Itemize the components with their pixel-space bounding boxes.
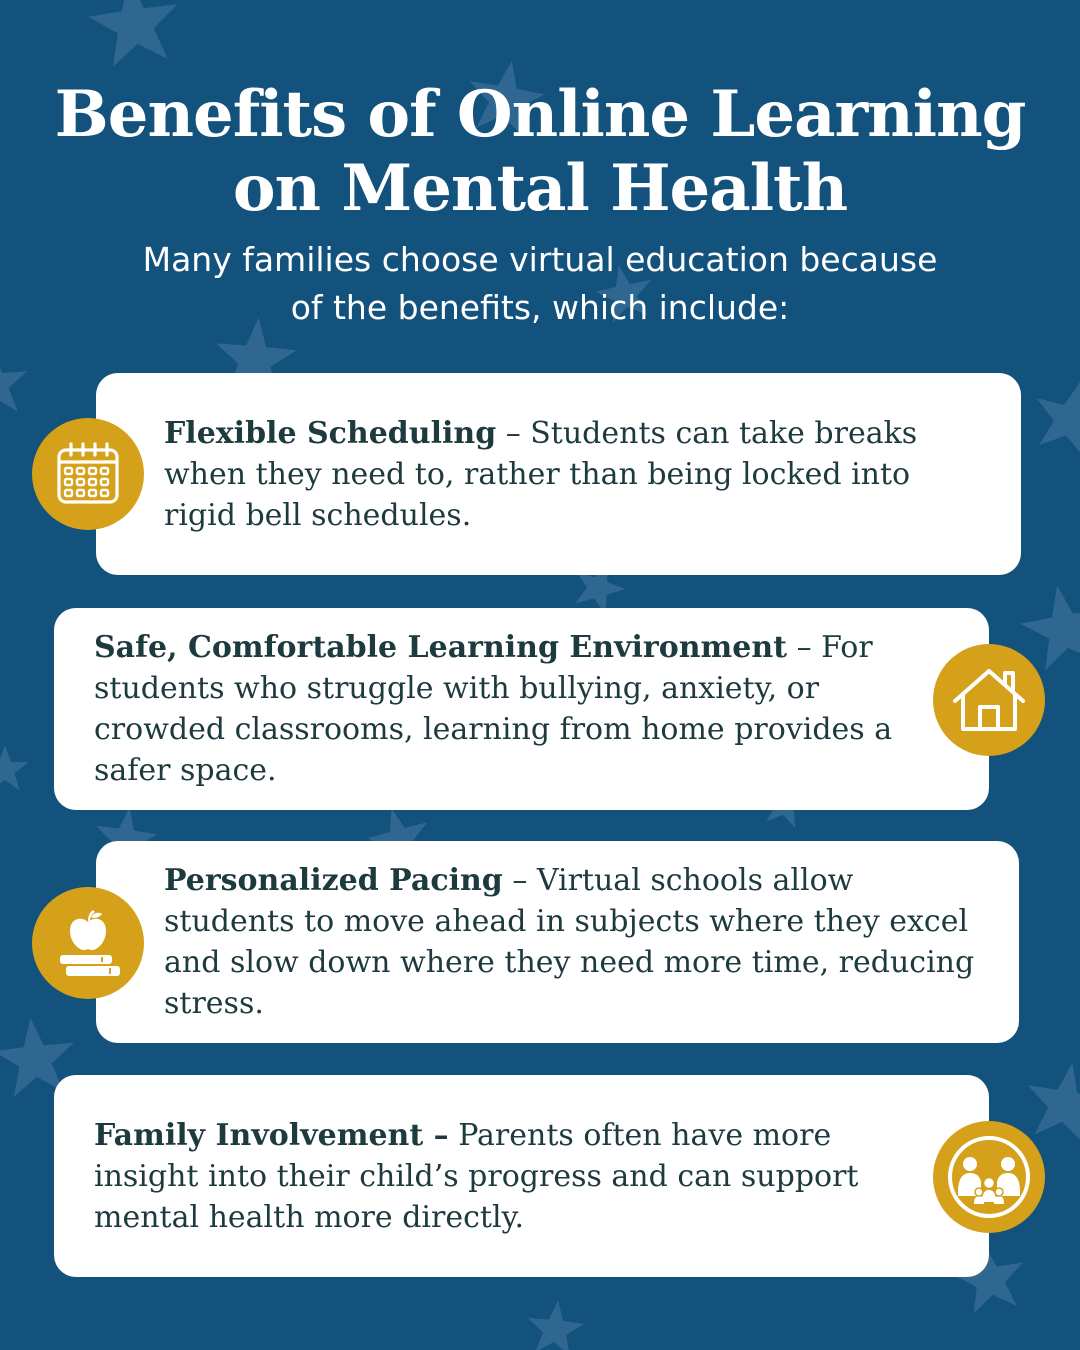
benefit-card-safe-environment: [54, 608, 989, 810]
apple-books-icon-badge: [32, 887, 144, 999]
benefit-description: Virtual schools allow students to move ahead in subjects where they excel and slow down where they need more time, reducing stress.: [164, 863, 975, 1021]
benefit-text: [94, 1115, 929, 1238]
benefit-card-flexible-scheduling: [96, 373, 1021, 575]
star-icon: [84, 0, 186, 69]
page-subtitle: [140, 236, 940, 332]
benefit-separator: –: [787, 630, 822, 665]
star-icon: [1019, 1056, 1080, 1146]
page-title: [0, 78, 1080, 226]
benefit-text: [164, 413, 981, 536]
house-icon: [951, 665, 1027, 735]
house-icon-badge: [933, 644, 1045, 756]
star-icon: [0, 347, 31, 416]
benefit-separator: [449, 1118, 459, 1153]
benefit-term: Safe, Comfortable Learning Environment: [94, 630, 788, 665]
benefit-term: Flexible Scheduling: [164, 415, 497, 451]
benefit-description: For students who struggle with bullying, anxiety, or crowded classrooms, learning from home provides a safer space.: [94, 630, 893, 788]
apple-books-icon: [52, 907, 124, 979]
title-line-2: on Mental Health: [232, 151, 848, 226]
benefit-description: Parents often have more insight into their child’s progress and can support mental health more directly.: [94, 1117, 859, 1235]
title-line-1: Benefits of Online Learning: [54, 77, 1026, 152]
benefit-term: Personalized Pacing: [164, 863, 503, 898]
benefit-text: [164, 860, 989, 1024]
benefit-description: Students can take breaks when they need to, rather than being locked into rigid bell schedules.: [164, 415, 918, 533]
subtitle-line-2: of the benefits, which include:: [290, 288, 790, 327]
star-icon: [0, 745, 29, 790]
benefit-term: Family Involvement –: [94, 1117, 449, 1153]
benefit-card-personalized-pacing: [96, 841, 1019, 1043]
benefit-text: [94, 627, 929, 791]
benefit-card-family-involvement: [54, 1075, 989, 1277]
subtitle-line-1: Many families choose virtual education because: [142, 240, 938, 279]
benefit-separator: –: [496, 415, 531, 451]
calendar-icon: [54, 440, 122, 508]
star-icon: [1025, 372, 1080, 462]
calendar-icon-badge: [32, 418, 144, 530]
star-icon: [524, 1297, 586, 1350]
family-icon-badge: [933, 1121, 1045, 1233]
family-icon: [946, 1134, 1032, 1220]
benefit-separator: –: [502, 863, 537, 898]
